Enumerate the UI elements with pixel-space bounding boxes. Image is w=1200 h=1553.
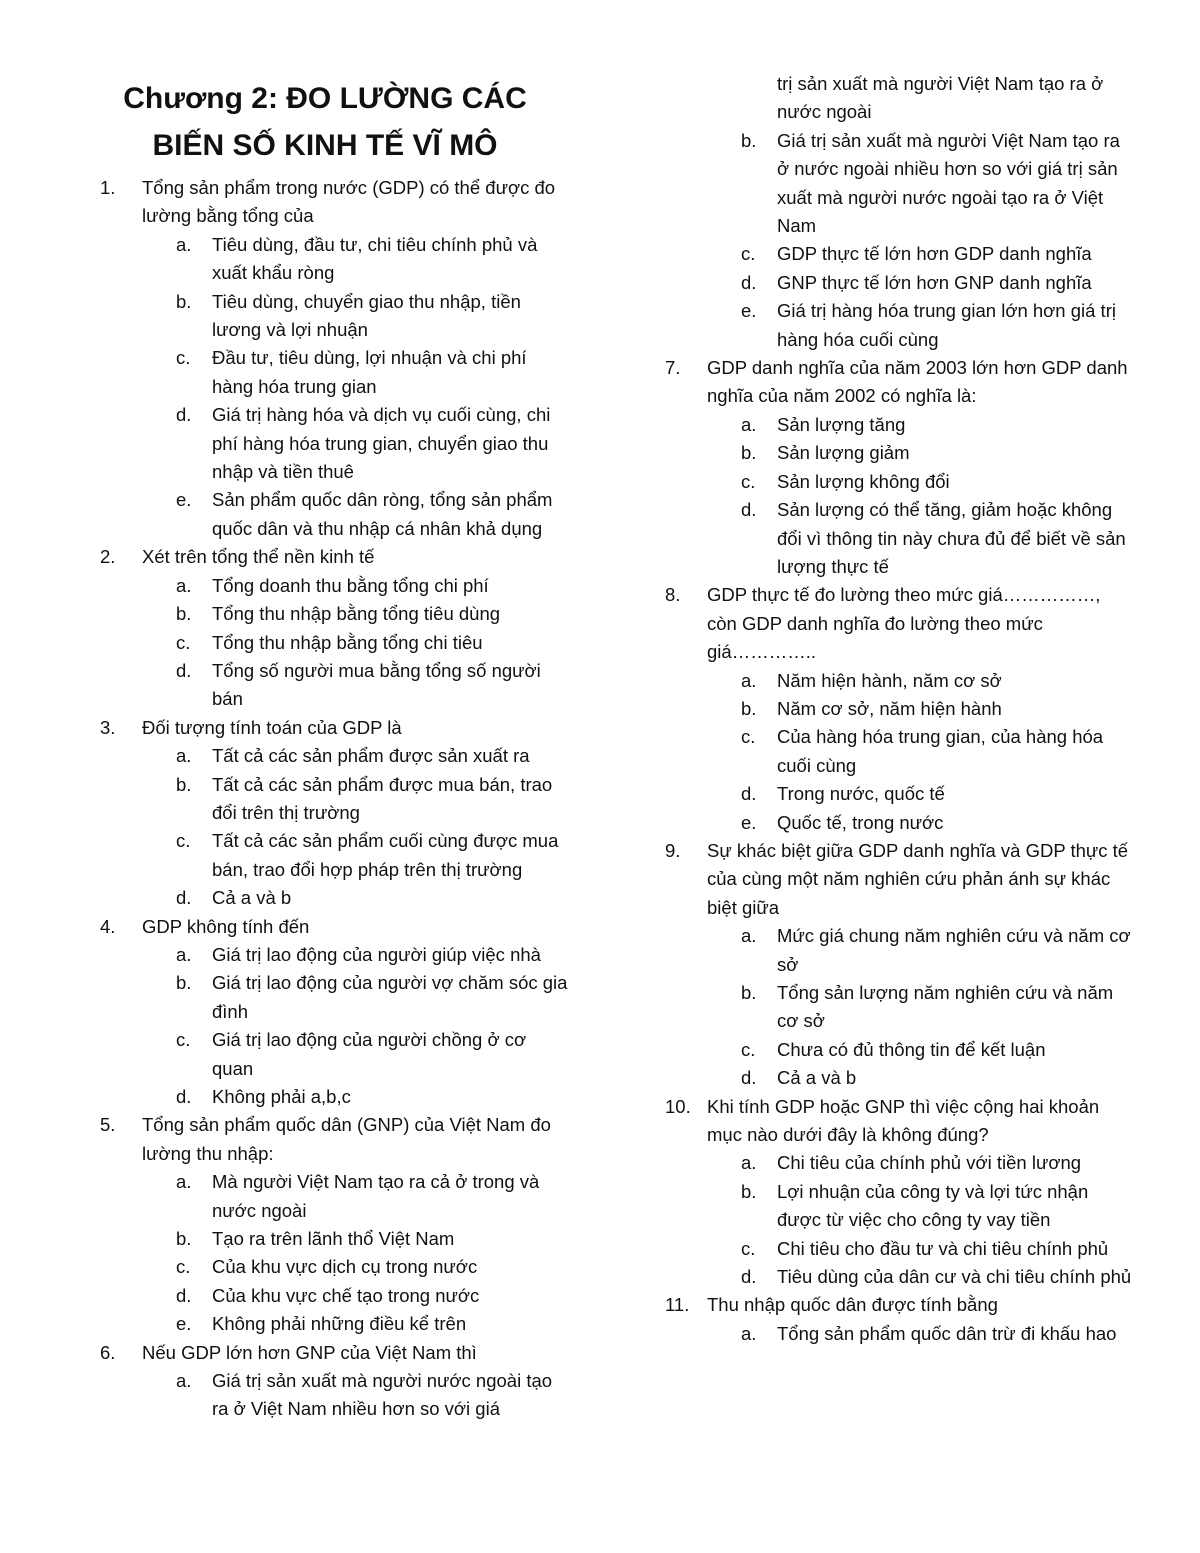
option-letter: a.: [176, 1171, 192, 1193]
question-text: Thu nhập quốc dân được tính bằng: [707, 1294, 998, 1316]
option-letter: b.: [741, 442, 757, 464]
answer-options: [665, 1320, 1135, 1348]
option-letter: a.: [176, 1370, 192, 1392]
option-letter: d.: [741, 783, 757, 805]
option-text: Giá trị lao động của người chồng ở cơ quan: [212, 1029, 527, 1079]
answer-option: [100, 572, 570, 600]
question-text: Xét trên tổng thể nền kinh tế: [142, 546, 375, 568]
answer-option: [665, 411, 1135, 439]
answer-option: [665, 979, 1135, 1036]
question-number: 7.: [665, 357, 681, 379]
option-letter: c.: [176, 830, 191, 852]
question-text: Tổng sản phẩm quốc dân (GNP) của Việt Nam đo lường thu nhập:: [142, 1114, 551, 1164]
option-letter: d.: [176, 659, 192, 681]
option-letter: c.: [741, 726, 756, 748]
question-item: [100, 1339, 570, 1367]
question-text: GDP danh nghĩa của năm 2003 lớn hơn GDP danh nghĩa của năm 2002 có nghĩa là:: [707, 357, 1128, 407]
question-item: [100, 714, 570, 742]
option-letter: c.: [741, 1038, 756, 1060]
option-text: Sản lượng không đổi: [777, 470, 950, 492]
option-text: Tổng thu nhập bằng tổng chi tiêu: [212, 631, 483, 653]
option-letter: c.: [741, 470, 756, 492]
option-text: Năm cơ sở, năm hiện hành: [777, 697, 1002, 719]
answer-option: [100, 657, 570, 714]
option-letter: b.: [741, 1180, 757, 1202]
option-letter: c.: [741, 1237, 756, 1259]
question-number: 4.: [100, 915, 116, 937]
option-letter: b.: [176, 603, 192, 625]
option-letter: b.: [741, 129, 757, 151]
answer-option: [665, 1235, 1135, 1263]
continuation-text: trị sản xuất mà người Việt Nam tạo ra ở nước ngoài: [777, 73, 1104, 123]
answer-options: [665, 667, 1135, 837]
option-text: Tổng sản phẩm quốc dân trừ đi khấu hao: [777, 1322, 1117, 1344]
option-letter: e.: [176, 1313, 192, 1335]
question-item: [665, 354, 1135, 411]
answer-option: [665, 1263, 1135, 1291]
option-text: Chi tiêu cho đầu tư và chi tiêu chính phủ: [777, 1237, 1109, 1259]
right-column: [665, 70, 1135, 1348]
option-text: Tiêu dùng của dân cư và chi tiêu chính phủ: [777, 1266, 1132, 1288]
option-text: Chi tiêu của chính phủ với tiền lương: [777, 1152, 1082, 1174]
option-text: Đầu tư, tiêu dùng, lợi nhuận và chi phí hàng hóa trung gian: [212, 347, 527, 397]
question-text: Sự khác biệt giữa GDP danh nghĩa và GDP thực tế của cùng một năm nghiên cứu phản ánh sự khác biệt giữa: [707, 839, 1129, 918]
answer-options: [100, 231, 570, 543]
answer-option: [665, 667, 1135, 695]
answer-option: [100, 1253, 570, 1281]
answer-options: [665, 411, 1135, 581]
option-letter: e.: [741, 300, 757, 322]
option-letter: a.: [176, 943, 192, 965]
option-text: Sản lượng tăng: [777, 413, 906, 435]
option-letter: a.: [741, 413, 757, 435]
question-number: 1.: [100, 177, 116, 198]
option-text: Giá trị hàng hóa và dịch vụ cuối cùng, chi phí hàng hóa trung gian, chuyển giao thu nhập và tiền thuê: [212, 404, 551, 483]
answer-option: [100, 401, 570, 486]
answer-option: [100, 1026, 570, 1083]
answer-option: [665, 723, 1135, 780]
option-letter: d.: [176, 887, 192, 909]
answer-option: [100, 600, 570, 628]
option-letter: d.: [741, 1067, 757, 1089]
option-letter: c.: [741, 243, 756, 265]
option-letter: c.: [176, 347, 191, 369]
option-letter: d.: [176, 404, 192, 426]
question-list-left: [100, 174, 570, 1424]
option-letter: a.: [741, 1152, 757, 1174]
option-text: Tiêu dùng, đầu tư, chi tiêu chính phủ và xuất khẩu ròng: [212, 233, 538, 284]
option-text: Giá trị lao động của người vợ chăm sóc gia đình: [212, 972, 568, 1022]
option-text: Của hàng hóa trung gian, của hàng hóa cuối cùng: [777, 726, 1104, 776]
answer-option: [100, 742, 570, 770]
option-text: Tạo ra trên lãnh thổ Việt Nam: [212, 1228, 455, 1250]
answer-option: [100, 344, 570, 401]
question-text: Nếu GDP lớn hơn GNP của Việt Nam thì: [142, 1341, 477, 1363]
option-letter: a.: [176, 574, 192, 596]
question-item: [100, 543, 570, 571]
left-column: [100, 70, 570, 1424]
answer-option: [665, 468, 1135, 496]
answer-option: [100, 941, 570, 969]
question-list-right: [665, 354, 1135, 1348]
answer-option: [665, 695, 1135, 723]
option-text: Mà người Việt Nam tạo ra cả ở trong và nước ngoài: [212, 1171, 540, 1221]
option-letter: c.: [176, 1256, 191, 1278]
answer-option: [100, 1083, 570, 1111]
answer-option: [665, 1036, 1135, 1064]
option-letter: a.: [741, 1322, 757, 1344]
option-text: Sản lượng giảm: [777, 442, 910, 464]
option-letter: e.: [176, 489, 192, 511]
answer-option: [100, 884, 570, 912]
option-text: Giá trị sản xuất mà người nước ngoài tạo ra ở Việt Nam nhiều hơn so với giá: [212, 1370, 553, 1420]
question-number: 5.: [100, 1114, 116, 1136]
answer-options: [100, 572, 570, 714]
question-item: [100, 913, 570, 941]
answer-option: [665, 269, 1135, 297]
answer-option: [100, 629, 570, 657]
option-letter: b.: [741, 697, 757, 719]
question-number: 10.: [665, 1095, 691, 1117]
answer-option: [665, 1320, 1135, 1348]
option-text: Tất cả các sản phẩm cuối cùng được mua bán, trao đổi hợp pháp trên thị trường: [212, 830, 559, 880]
question-text: Đối tượng tính toán của GDP là: [142, 716, 402, 738]
option-text: Không phải những điều kể trên: [212, 1313, 467, 1335]
option-text: Cả a và b: [777, 1067, 857, 1089]
option-text: Tiêu dùng, chuyển giao thu nhập, tiền lương và lợi nhuận: [212, 290, 521, 341]
answer-option: [665, 1178, 1135, 1235]
answer-option: [100, 1282, 570, 1310]
option-letter: a.: [741, 669, 757, 691]
title-line-2: BIẾN SỐ KINH TẾ VĨ MÔ: [152, 129, 498, 162]
option-letter: b.: [176, 290, 192, 312]
question-item: [665, 1093, 1135, 1150]
option-text: Năm hiện hành, năm cơ sở: [777, 669, 1002, 691]
option-letter: d.: [741, 1266, 757, 1288]
option-text: Tổng số người mua bằng tổng số người bán: [212, 659, 541, 710]
answer-options: [665, 1149, 1135, 1291]
option-letter: d.: [741, 271, 757, 293]
answer-option: [100, 486, 570, 543]
option-text: Cả a và b: [212, 887, 292, 909]
answer-option: [665, 809, 1135, 837]
answer-option: [100, 827, 570, 884]
option-letter: b.: [176, 1228, 192, 1250]
question-6-options-continued: [665, 127, 1135, 354]
option-text: Tổng thu nhập bằng tổng tiêu dùng: [212, 603, 501, 625]
option-text: Tất cả các sản phẩm được mua bán, trao đổi trên thị trường: [212, 773, 553, 823]
answer-option: [100, 288, 570, 345]
question-number: 3.: [100, 716, 116, 738]
option-text: Sản lượng có thể tăng, giảm hoặc không đổi vì thông tin này chưa đủ để biết về sản lượng thực tế: [777, 499, 1126, 577]
question-item: [100, 174, 570, 231]
option-text: Giá trị sản xuất mà người Việt Nam tạo ra ở nước ngoài nhiều hơn so với giá trị sản xuất mà người nước ngoài tạo ra ở Việt Nam: [777, 129, 1120, 237]
title-line-1: Chương 2: ĐO LƯỜNG CÁC: [123, 82, 527, 115]
option-text: Tổng sản lượng năm nghiên cứu và năm cơ sở: [777, 982, 1114, 1032]
option-text: Mức giá chung năm nghiên cứu và năm cơ sở: [777, 925, 1131, 975]
option-letter: e.: [741, 811, 757, 833]
answer-option: [100, 969, 570, 1026]
question-item: [665, 581, 1135, 666]
answer-option: [665, 240, 1135, 268]
option-text: Tất cả các sản phẩm được sản xuất ra: [212, 745, 530, 767]
option-text: Của khu vực chế tạo trong nước: [212, 1284, 480, 1306]
option-text: Chưa có đủ thông tin để kết luận: [777, 1038, 1046, 1060]
option-text: Trong nước, quốc tế: [777, 783, 945, 805]
answer-option: [100, 1225, 570, 1253]
answer-option: [100, 1168, 570, 1225]
question-text: GDP không tính đến: [142, 915, 310, 937]
question-number: 9.: [665, 839, 681, 861]
answer-option: [665, 780, 1135, 808]
answer-option: [665, 922, 1135, 979]
answer-option: [100, 231, 570, 288]
option-letter: a.: [176, 233, 192, 255]
question-item: [100, 1111, 570, 1168]
question-number: 2.: [100, 546, 116, 568]
option-text: Quốc tế, trong nước: [777, 811, 944, 833]
answer-option: [665, 1064, 1135, 1092]
option-text: Giá trị lao động của người giúp việc nhà: [212, 943, 541, 965]
answer-option: [665, 1149, 1135, 1177]
option-text: Tổng doanh thu bằng tổng chi phí: [212, 574, 489, 596]
answer-option: [100, 1367, 570, 1424]
question-item: [665, 1291, 1135, 1319]
option-letter: c.: [176, 631, 191, 653]
option-letter: d.: [741, 499, 757, 521]
option-text: Sản phẩm quốc dân ròng, tổng sản phẩm quốc dân và thu nhập cá nhân khả dụng: [212, 489, 553, 539]
question-number: 11.: [665, 1294, 690, 1316]
answer-option: [100, 771, 570, 828]
option-text: GDP thực tế lớn hơn GDP danh nghĩa: [777, 243, 1092, 265]
option-text: Của khu vực dịch cụ trong nước: [212, 1256, 478, 1278]
option-letter: c.: [176, 1029, 191, 1051]
answer-options: [100, 941, 570, 1111]
option-letter: b.: [176, 972, 192, 994]
answer-option: [665, 496, 1135, 581]
answer-option: [100, 1310, 570, 1338]
question-text: Khi tính GDP hoặc GNP thì việc cộng hai khoản mục nào dưới đây là không đúng?: [707, 1095, 1100, 1146]
answer-option: [665, 127, 1135, 241]
option-letter: d.: [176, 1284, 192, 1306]
answer-options: [100, 742, 570, 912]
question-text: GDP thực tế đo lường theo mức giá……………, còn GDP danh nghĩa đo lường theo mức giá…………..: [707, 584, 1101, 663]
option-text: Lợi nhuận của công ty và lợi tức nhận được từ việc cho công ty vay tiền: [777, 1180, 1089, 1231]
option-letter: a.: [741, 925, 757, 947]
answer-option: [665, 297, 1135, 354]
answer-option: [665, 439, 1135, 467]
page-title: [100, 75, 550, 169]
answer-options: [100, 1367, 570, 1424]
answer-options: [100, 1168, 570, 1338]
option-letter: d.: [176, 1086, 192, 1107]
option-text: Không phải a,b,c: [212, 1086, 351, 1107]
option-letter: b.: [176, 773, 192, 795]
question-number: 8.: [665, 584, 681, 606]
option-letter: b.: [741, 982, 757, 1003]
option-text: GNP thực tế lớn hơn GNP danh nghĩa: [777, 271, 1092, 293]
option-text: Giá trị hàng hóa trung gian lớn hơn giá trị hàng hóa cuối cùng: [777, 300, 1116, 350]
answer-options: [665, 922, 1135, 1092]
question-text: Tổng sản phẩm trong nước (GDP) có thể được đo lường bằng tổng của: [142, 177, 556, 227]
question-number: 6.: [100, 1341, 116, 1363]
option-letter: a.: [176, 745, 192, 767]
question-item: [665, 837, 1135, 922]
